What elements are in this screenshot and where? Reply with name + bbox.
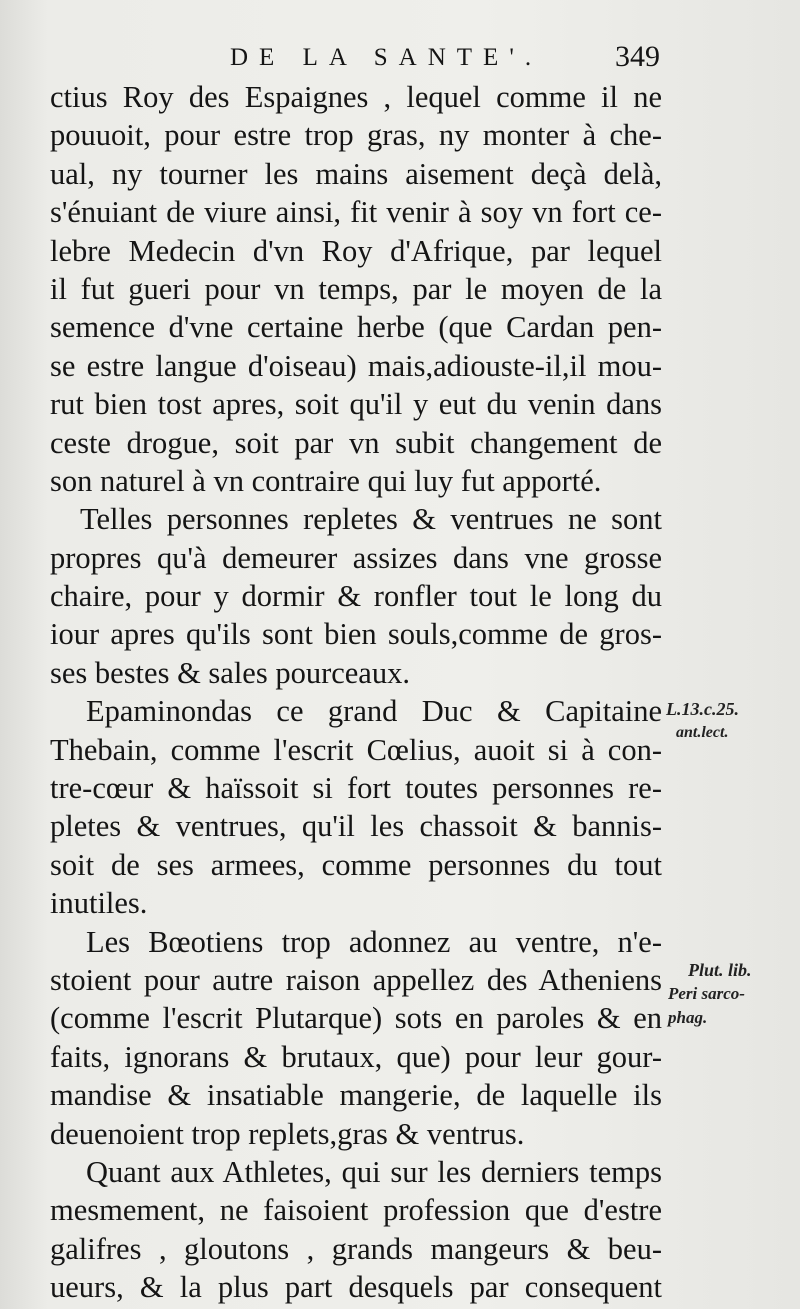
text-line: mandise & insatiable mangerie, de laquelle ils: [50, 1078, 662, 1113]
page-header: [190, 38, 670, 78]
text-line: ueurs, & la plus part desquels par consequent: [50, 1270, 662, 1305]
text-line: rut bien tost apres, soit qu'il y eut du venin dans: [50, 387, 662, 422]
running-title: DE LA SANTE'.: [230, 44, 543, 71]
body-text: [50, 78, 662, 1307]
text-line: Quant aux Athletes, qui sur les derniers temps: [86, 1154, 662, 1189]
text-line: ceste drogue, soit par vn subit changement de: [50, 425, 662, 460]
text-line: ses bestes & sales pourceaux.: [50, 655, 410, 690]
margin-note-line: L.13.c.25.: [666, 699, 739, 719]
page-number: 349: [615, 40, 660, 73]
text-line: (comme l'escrit Plutarque) sots en paroles & en: [50, 1001, 662, 1036]
margin-note-line: Plut. lib.: [688, 960, 752, 980]
text-line: Epaminondas ce grand Duc & Capitaine: [86, 694, 662, 729]
margin-note-plutarch: [668, 958, 752, 1030]
text-line: Telles personnes repletes & ventrues ne sont: [80, 502, 662, 537]
text-line: stoient pour autre raison appellez des Atheniens: [50, 962, 662, 997]
text-line: pletes & ventrues, qu'il les chassoit & bannis-: [50, 809, 662, 844]
margin-note-coelius: [666, 697, 739, 745]
text-line: inutiles.: [50, 886, 148, 921]
text-line: ctius Roy des Espaignes , lequel comme il ne: [50, 80, 662, 114]
text-line: soit de ses armees, comme personnes du tout: [50, 847, 662, 882]
text-line: il fut gueri pour vn temps, par le moyen de la: [50, 271, 662, 306]
text-line: s'énuiant de viure ainsi, fit venir à soy vn fort ce-: [50, 195, 662, 230]
text-line: Les Bœotiens trop adonnez au ventre, n'e-: [86, 924, 662, 959]
text-line: propres qu'à demeurer assizes dans vne grosse: [50, 540, 662, 575]
margin-note-line: ant.lect.: [676, 724, 729, 741]
text-line: galifres , gloutons , grands mangeurs & beu-: [50, 1231, 662, 1266]
text-line: chaire, pour y dormir & ronfler tout le long du: [50, 579, 662, 614]
text-line: ual, ny tourner les mains aisement deçà delà,: [50, 156, 662, 191]
text-line: se estre langue d'oiseau) mais,adiouste-il,il mou-: [50, 348, 662, 383]
text-line: faits, ignorans & brutaux, que) pour leur gour-: [50, 1039, 662, 1074]
text-line: Thebain, comme l'escrit Cœlius, auoit si à con-: [50, 732, 662, 767]
text-line: tre-cœur & haïssoit si fort toutes personnes re-: [50, 771, 662, 806]
margin-note-line: phag.: [668, 1008, 708, 1027]
text-line: mesmement, ne faisoient profession que d'estre: [50, 1193, 662, 1228]
text-line: pouuoit, pour estre trop gras, ny monter à che-: [50, 118, 662, 153]
text-line: lebre Medecin d'vn Roy d'Afrique, par lequel: [50, 233, 662, 268]
text-line: son naturel à vn contraire qui luy fut apporté.: [50, 463, 602, 498]
text-line: semence d'vne certaine herbe (que Cardan pen-: [50, 310, 662, 345]
margin-note-line: Peri sarco-: [668, 984, 745, 1003]
text-line: iour apres qu'ils sont bien souls,comme de gros-: [50, 617, 662, 652]
text-line: deuenoient trop replets,gras & ventrus.: [50, 1116, 525, 1151]
